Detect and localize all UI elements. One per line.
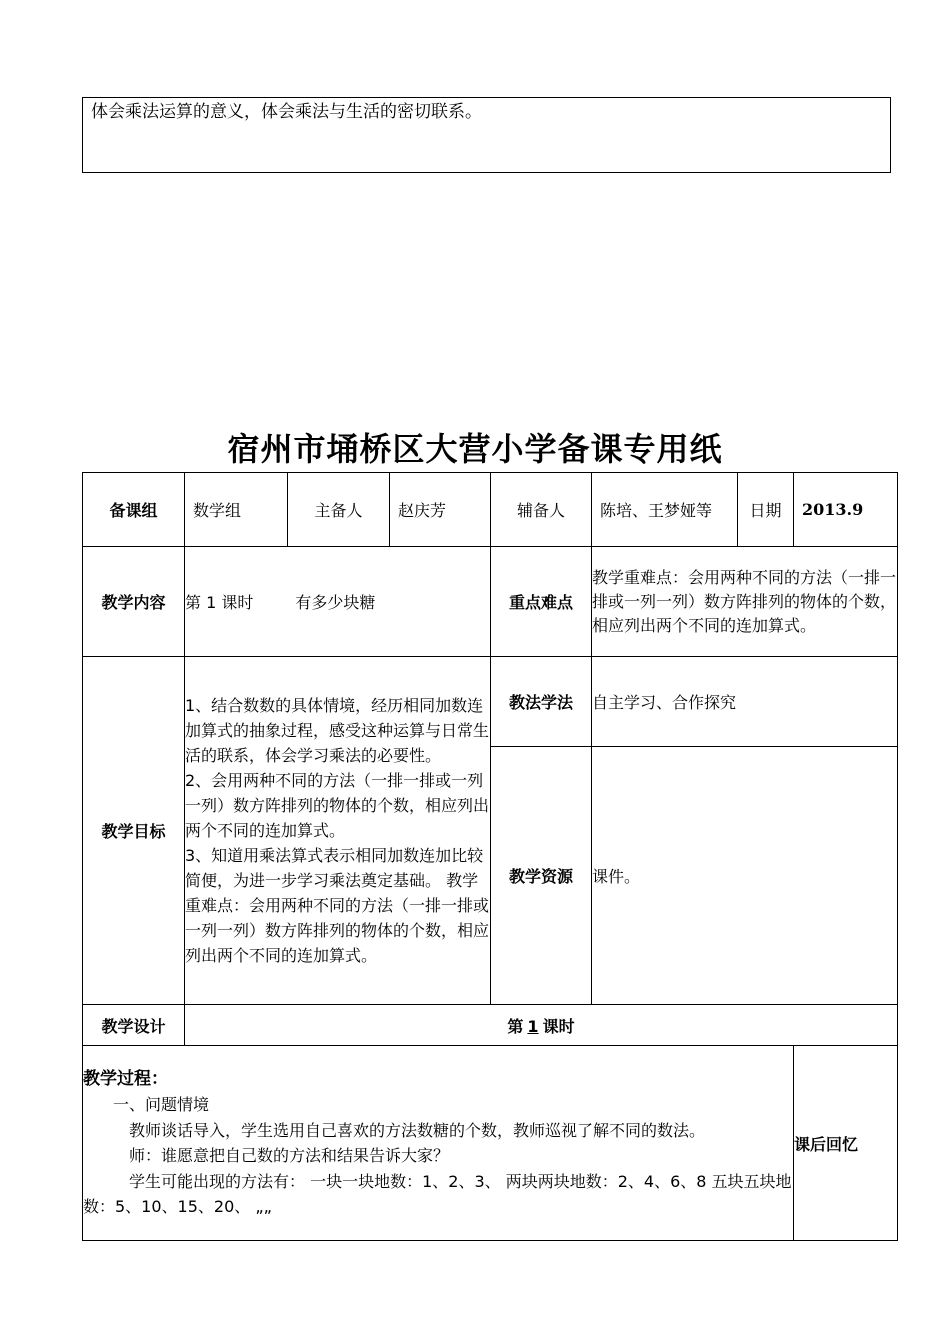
design-label: 教学设计: [83, 1005, 185, 1046]
design-period: [185, 1005, 898, 1046]
resource-value: 课件。: [592, 747, 898, 1005]
method-label: 教法学法: [491, 657, 592, 747]
design-period-number: 1: [527, 1016, 539, 1036]
process-row: [83, 1046, 898, 1241]
assistant-label: 辅备人: [491, 473, 592, 547]
date-value: 2013.9: [794, 473, 898, 547]
objective-continuation-text: 体会乘法运算的意义，体会乘法与生活的密切联系。: [91, 102, 482, 122]
goals-row-top: [83, 657, 898, 747]
process-section-1: 一、问题情境: [113, 1095, 210, 1114]
process-heading: 教学过程：: [83, 1068, 168, 1089]
goals-text: [185, 657, 491, 1005]
recall-label: 课后回忆: [794, 1046, 898, 1241]
method-value: 自主学习、合作探究: [592, 657, 898, 747]
main-preparer-label: 主备人: [288, 473, 390, 547]
process-para-2: 师：谁愿意把自己数的方法和结果告诉大家？: [129, 1146, 450, 1165]
lesson-plan-table: [82, 472, 898, 1241]
resource-label: 教学资源: [491, 747, 592, 1005]
content-label: 教学内容: [83, 547, 185, 657]
lesson-topic: 有多少块糖: [295, 593, 376, 612]
keypoint-label: 重点难点: [491, 547, 592, 657]
group-value: 数学组: [185, 473, 288, 547]
main-preparer-value: 赵庆芳: [390, 473, 491, 547]
design-period-prefix: 第: [507, 1016, 524, 1036]
lesson-title: [185, 547, 491, 657]
goal-3: 3、知道用乘法算式表示相同加数连加比较简便，为进一步学习乘法奠定基础。 教学重难点：会用两种不同的方法（一排一排或一列一列）数方阵排列的物体的个数，相应列出两个不同的连加算式。: [185, 846, 490, 965]
keypoint-text: 教学重难点：会用两种不同的方法（一排一排或一列一列）数方阵排列的物体的个数，相应列出两个不同的连加算式。: [592, 547, 898, 657]
design-row: [83, 1005, 898, 1046]
assistant-value: 陈培、王梦娅等: [592, 473, 738, 547]
date-label: 日期: [738, 473, 794, 547]
process-cell: [83, 1046, 794, 1241]
objective-continuation-box: [82, 97, 891, 173]
goal-2: 2、会用两种不同的方法（一排一排或一列一列）数方阵排列的物体的个数，相应列出两个不同的连加算式。: [185, 771, 490, 840]
group-label: 备课组: [83, 473, 185, 547]
process-para-1: 教师谈话导入，学生选用自己喜欢的方法数糖的个数，教师巡视了解不同的数法。: [129, 1120, 706, 1140]
page-title: 宿州市埇桥区大营小学备课专用纸: [227, 430, 723, 468]
content-row: [83, 547, 898, 657]
goal-1: 1、结合数数的具体情境，经历相同加数连加算式的抽象过程，感受这种运算与日常生活的联系，体会学习乘法的必要性。: [185, 696, 490, 765]
goals-label: 教学目标: [83, 657, 185, 1005]
header-row: [83, 473, 898, 547]
process-para-3: 学生可能出现的方法有： 一块一块地数：1、2、3、 两块两块地数：2、4、6、8 五块五块地数：5、10、15、20、 „„: [83, 1171, 792, 1216]
lesson-period: 第 1 课时: [185, 593, 254, 612]
design-period-suffix: 课时: [542, 1016, 575, 1036]
